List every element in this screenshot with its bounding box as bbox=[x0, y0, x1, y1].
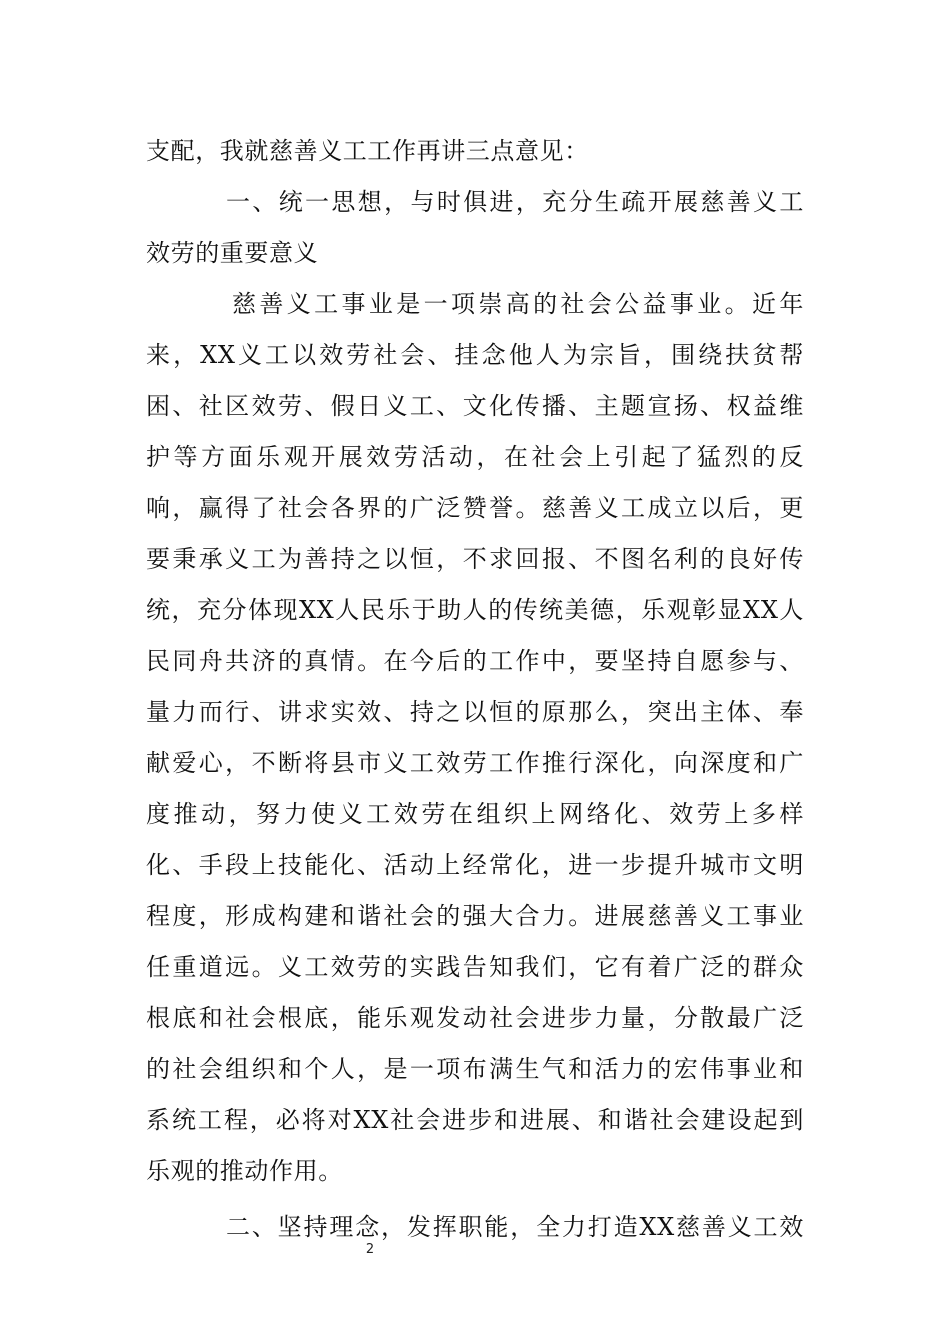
section-heading-line: 二、坚持理念，发挥职能，全力打造XX慈善义工效 bbox=[226, 1213, 804, 1241]
paragraph-line: 化、手段上技能化、活动上经常化，进一步提升城市文明 bbox=[146, 851, 804, 879]
paragraph-line: 任重道远。义工效劳的实践告知我们，它有着广泛的群众 bbox=[146, 953, 804, 981]
paragraph-line: 支配，我就慈善义工工作再讲三点意见： bbox=[146, 137, 589, 165]
paragraph-line: 乐观的推动作用。 bbox=[146, 1157, 343, 1185]
paragraph-line: 要秉承义工为善持之以恒，不求回报、不图名利的良好传 bbox=[146, 545, 804, 573]
paragraph-line: 响，赢得了社会各界的广泛赞誉。慈善义工成立以后，更 bbox=[146, 494, 804, 522]
paragraph-line: 程度，形成构建和谐社会的强大合力。进展慈善义工事业 bbox=[146, 902, 804, 930]
paragraph-line: 度推动，努力使义工效劳在组织上网络化、效劳上多样 bbox=[146, 800, 804, 828]
paragraph-line: 系统工程，必将对XX社会进步和进展、和谐社会建设起到 bbox=[146, 1106, 804, 1134]
paragraph-line: 困、社区效劳、假日义工、文化传播、主题宣扬、权益维 bbox=[146, 392, 804, 420]
paragraph-line: 量力而行、讲求实效、持之以恒的原那么，突出主体、奉 bbox=[146, 698, 804, 726]
paragraph-line: 统，充分体现XX人民乐于助人的传统美德，乐观彰显XX人 bbox=[146, 596, 804, 624]
paragraph-line: 来，XX义工以效劳社会、挂念他人为宗旨，围绕扶贫帮 bbox=[146, 341, 804, 369]
section-heading-line: 效劳的重要意义 bbox=[146, 239, 319, 267]
paragraph-line: 根底和社会根底，能乐观发动社会进步力量，分散最广泛 bbox=[146, 1004, 804, 1032]
paragraph-line: 的社会组织和个人，是一项布满生气和活力的宏伟事业和 bbox=[146, 1055, 804, 1083]
paragraph-line: 献爱心，不断将县市义工效劳工作推行深化，向深度和广 bbox=[146, 749, 804, 777]
page-number: 2 bbox=[365, 1242, 375, 1257]
paragraph-line: 护等方面乐观开展效劳活动，在社会上引起了猛烈的反 bbox=[146, 443, 804, 471]
paragraph-line: 民同舟共济的真情。在今后的工作中，要坚持自愿参与、 bbox=[146, 647, 804, 675]
paragraph-line: 慈善义工事业是一项崇高的社会公益事业。近年 bbox=[232, 290, 804, 318]
section-heading-line: 一、统一思想，与时俱进，充分生疏开展慈善义工 bbox=[226, 188, 804, 216]
